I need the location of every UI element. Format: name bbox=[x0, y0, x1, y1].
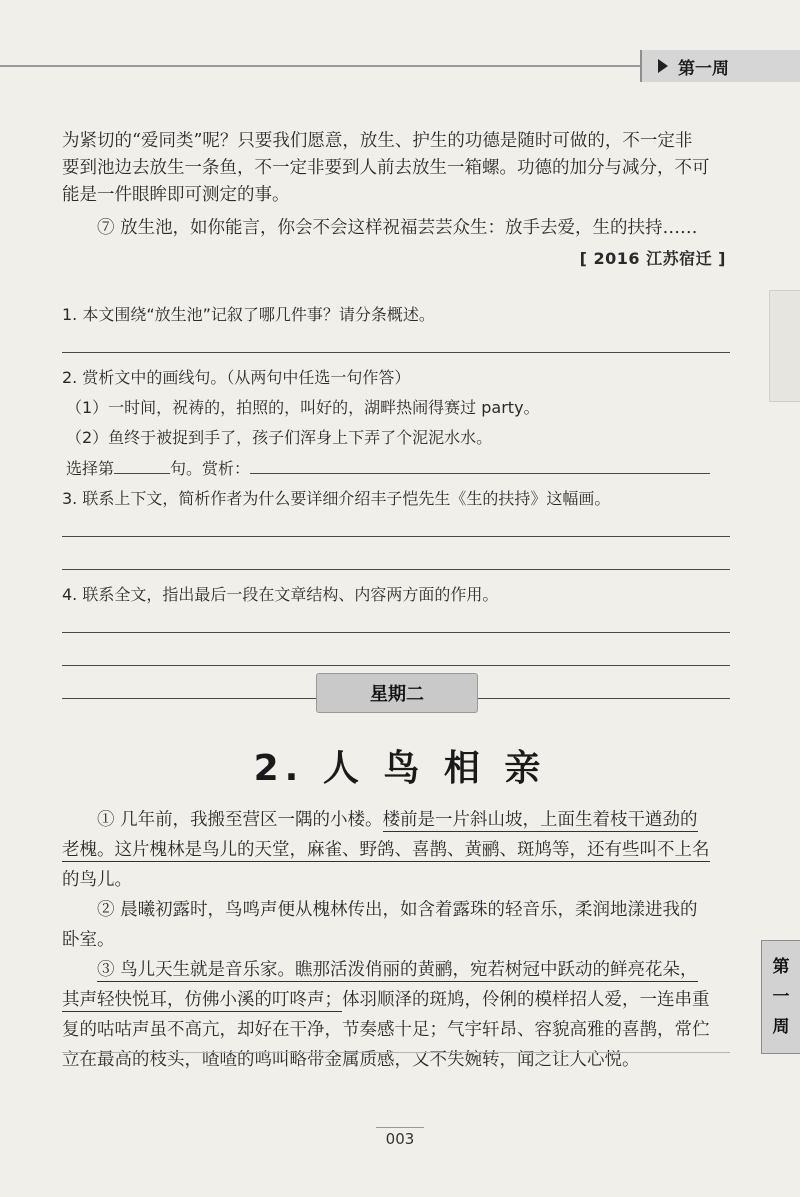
passage-line: 为紧切的“爱同类”呢？只要我们愿意，放生、护生的功德是随时可做的，不一定非 bbox=[62, 131, 693, 151]
running-header bbox=[0, 50, 800, 82]
article-paragraph-3-line bbox=[62, 955, 730, 985]
question-4: 4. 联系全文，指出最后一段在文章结构、内容两方面的作用。 bbox=[62, 585, 499, 604]
side-tab-char: 第 bbox=[772, 957, 790, 977]
side-week-tab bbox=[761, 940, 800, 1054]
article-paragraph-1-line bbox=[62, 805, 730, 835]
choice-number-blank[interactable] bbox=[114, 453, 170, 474]
choice-mid: 句。赏析： bbox=[170, 459, 251, 478]
choice-prefix: 选择第 bbox=[66, 459, 115, 478]
page-number-label: 003 bbox=[376, 1127, 425, 1150]
day-tab-label: 星期二 bbox=[370, 684, 424, 705]
article-paragraph-3-line bbox=[62, 985, 730, 1015]
p3-text: 体羽顺泽的斑鸠，伶俐的模样招人爱，一连串重 bbox=[342, 990, 710, 1010]
question-2-option-1: （1）一时间，祝祷的，拍照的，叫好的，湖畔热闹得赛过 party。 bbox=[66, 398, 540, 417]
week-tab bbox=[640, 50, 800, 82]
page-number bbox=[0, 1127, 800, 1150]
passage-line: 要到池边去放生一条鱼，不一定非要到人前去放生一箱螺。功德的加分与减分，不可 bbox=[62, 158, 710, 178]
question-2-choice bbox=[66, 453, 730, 484]
article-paragraph-2-line: ② 晨曦初露时，鸟鸣声便从槐林传出，如含着露珠的轻音乐，柔润地漾进我的 bbox=[97, 900, 698, 920]
appreciation-blank[interactable] bbox=[250, 453, 710, 474]
question-2-option-2: （2）鱼终于被捉到手了，孩子们浑身上下弄了个泥泥水水。 bbox=[66, 428, 493, 447]
underlined-sentence: 其声轻快悦耳，仿佛小溪的叮咚声； bbox=[62, 990, 342, 1010]
article-paragraph-3-line: 立在最高的枝头，喳喳的鸣叫略带金属质感，又不失婉转，闻之让人心悦。 bbox=[62, 1050, 640, 1070]
answer-line[interactable] bbox=[62, 514, 730, 537]
answer-line[interactable] bbox=[62, 547, 730, 570]
article-paragraph-2-line: 卧室。 bbox=[62, 930, 115, 950]
question-2: 2. 赏析文中的画线句。（从两句中任选一句作答） bbox=[62, 368, 411, 387]
underlined-sentence: 楼前是一片斜山坡，上面生着枝干遒劲的 bbox=[382, 810, 698, 830]
p1-text: ① 几年前，我搬至营区一隅的小楼。 bbox=[97, 810, 383, 830]
day-tab bbox=[316, 673, 478, 713]
section-divider bbox=[62, 1052, 730, 1053]
passage-line: ⑦ 放生池，如你能言，你会不会这样祝福芸芸众生：放手去爱，生的扶持…… bbox=[97, 218, 698, 238]
week-tab-label: 第一周 bbox=[678, 58, 729, 79]
article-paragraph-3-line: 复的咕咕声虽不高亢，却好在干净，节奏感十足；气宇轩昂、容貌高雅的喜鹊，常伫 bbox=[62, 1020, 710, 1040]
source-label: [ 2016 江苏宿迁 ] bbox=[579, 249, 726, 268]
question-1: 1. 本文围绕“放生池”记叙了哪几件事？请分条概述。 bbox=[62, 305, 435, 324]
question-3: 3. 联系上下文，简析作者为什么要详细介绍丰子恺先生《生的扶持》这幅画。 bbox=[62, 489, 611, 508]
passage-line: 能是一件眼眸即可测定的事。 bbox=[62, 185, 290, 205]
article-title: 2. 人 鸟 相 亲 bbox=[253, 748, 547, 789]
underlined-sentence: ③ 鸟儿天生就是音乐家。瞧那活泼俏丽的黄鹂，宛若树冠中跃动的鲜亮花朵， bbox=[97, 960, 698, 980]
side-tab-char: 周 bbox=[772, 1017, 790, 1037]
p1-text: 的鸟儿。 bbox=[62, 870, 132, 890]
article-body bbox=[62, 805, 730, 1075]
answer-line[interactable] bbox=[62, 330, 730, 353]
play-arrow-icon bbox=[658, 59, 668, 73]
side-tab-char: 一 bbox=[772, 987, 790, 1007]
answer-line[interactable] bbox=[62, 610, 730, 633]
article-paragraph-1-line bbox=[62, 865, 730, 895]
underlined-sentence: 老槐。这片槐林是鸟儿的天堂，麻雀、野鸽、喜鹊、黄鹂、斑鸠等，还有些叫不上名 bbox=[62, 840, 710, 860]
article-paragraph-1-line bbox=[62, 835, 730, 865]
exercise-section bbox=[62, 128, 730, 709]
answer-line[interactable] bbox=[62, 643, 730, 666]
side-tab-ghost bbox=[769, 290, 800, 402]
